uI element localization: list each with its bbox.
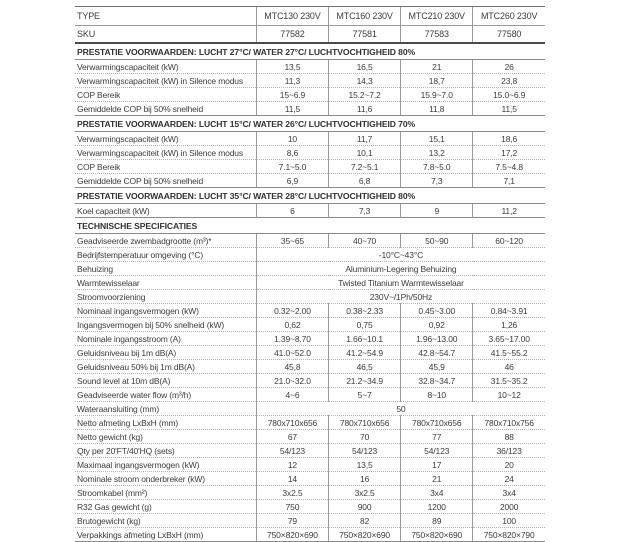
section-title: PRESTATIE VOORWAARDEN: LUCHT 15°C/ WATER 26°C/ LUCHTVOCHTIGHEID 70%: [75, 116, 545, 132]
row-label: Bedrijfstemperatuur omgeving (°C): [75, 248, 256, 262]
cell-value: 77: [401, 430, 473, 444]
cell-value: 13,5: [329, 458, 401, 472]
cell-value: 82: [329, 514, 401, 528]
table-row: [75, 304, 545, 318]
cell-value: 11,5: [473, 102, 545, 116]
cell-value: 100: [473, 514, 545, 528]
table-row: [75, 500, 545, 514]
span-value: 230V~/1Ph/50Hz: [256, 290, 545, 304]
table-row: [75, 290, 545, 304]
table-row: [75, 188, 545, 204]
cell-value: 6: [256, 204, 328, 218]
row-label: Netto afmeting LxBxH (mm): [75, 416, 256, 430]
cell-value: 10,1: [329, 146, 401, 160]
table-row: [75, 430, 545, 444]
cell-value: 3.65~17.00: [473, 332, 545, 346]
cell-value: 16: [329, 472, 401, 486]
row-label: COP Bereik: [75, 160, 256, 174]
row-label: Verwarmingscapaciteit (kW): [75, 60, 256, 74]
cell-value: 750×820×690: [401, 528, 473, 542]
cell-value: 60~120: [473, 234, 545, 248]
cell-value: 1200: [401, 500, 473, 514]
cell-value: 13,2: [401, 146, 473, 160]
cell-value: 7.5~4.8: [473, 160, 545, 174]
cell-value: 31.5~35.2: [473, 374, 545, 388]
cell-value: 5~7: [329, 388, 401, 402]
row-label: Behuizing: [75, 262, 256, 276]
cell-value: 3x4: [473, 486, 545, 500]
row-label: Stroomkabel (mm²): [75, 486, 256, 500]
cell-value: 88: [473, 430, 545, 444]
model-header: MTC160 230V: [329, 7, 401, 26]
cell-value: 1.39~8.70: [256, 332, 328, 346]
row-label: Sound level at 10m dB(A): [75, 374, 256, 388]
cell-value: 3x4: [401, 486, 473, 500]
cell-value: 780x710x756: [473, 416, 545, 430]
cell-value: 0,62: [256, 318, 328, 332]
row-label: R32 Gas gewicht (g): [75, 500, 256, 514]
cell-value: 750×820×690: [256, 528, 328, 542]
span-value: Aluminium-Legering Behuizing: [256, 262, 545, 276]
row-label: Nominale ingangsstroom (A): [75, 332, 256, 346]
cell-value: 89: [401, 514, 473, 528]
table-row: [75, 514, 545, 528]
cell-value: 9: [401, 204, 473, 218]
spec-table: [75, 6, 545, 542]
row-label: Wateraansluiting (mm): [75, 402, 256, 416]
table-row: [75, 528, 545, 542]
cell-value: 7,1: [473, 174, 545, 188]
cell-value: 750×820×690: [329, 528, 401, 542]
table-row: [75, 146, 545, 160]
cell-value: 45,8: [256, 360, 328, 374]
table-row: [75, 43, 545, 60]
row-label: Brutogewicht (kg): [75, 514, 256, 528]
cell-value: 11,2: [473, 204, 545, 218]
cell-value: 42.8~54.7: [401, 346, 473, 360]
table-row: [75, 26, 545, 44]
model-header: MTC210 230V: [401, 7, 473, 26]
sku-value: 77581: [329, 26, 401, 44]
table-row: [75, 204, 545, 218]
row-label: Koel capaciteit (kW): [75, 204, 256, 218]
cell-value: 12: [256, 458, 328, 472]
table-row: [75, 132, 545, 146]
row-label: Netto gewicht (kg): [75, 430, 256, 444]
type-header-label: TYPE: [75, 7, 256, 26]
cell-value: 4~6: [256, 388, 328, 402]
cell-value: 3x2.5: [256, 486, 328, 500]
row-label: Verpakkings afmeting LxBxH (mm): [75, 528, 256, 542]
cell-value: 41.0~52.0: [256, 346, 328, 360]
cell-value: 0.45~3.00: [401, 304, 473, 318]
cell-value: 21: [401, 472, 473, 486]
table-row: [75, 60, 545, 74]
cell-value: 750×820×790: [473, 528, 545, 542]
row-label: Warmtewisselaar: [75, 276, 256, 290]
row-label: Gemiddelde COP bij 50% snelheid: [75, 174, 256, 188]
table-row: [75, 318, 545, 332]
table-row: [75, 74, 545, 88]
table-row: [75, 416, 545, 430]
row-label: Gemiddelde COP bij 50% snelheid: [75, 102, 256, 116]
cell-value: 41.5~55.2: [473, 346, 545, 360]
cell-value: 1,26: [473, 318, 545, 332]
span-value: Twisted Titanium Warmtewisselaar: [256, 276, 545, 290]
table-row: [75, 248, 545, 262]
cell-value: 24: [473, 472, 545, 486]
row-label: Stroomvoorziening: [75, 290, 256, 304]
table-row: [75, 88, 545, 102]
cell-value: 0.32~2.00: [256, 304, 328, 318]
cell-value: 45,9: [401, 360, 473, 374]
table-row: [75, 218, 545, 234]
cell-value: 11,6: [329, 102, 401, 116]
cell-value: 1.66~10.1: [329, 332, 401, 346]
cell-value: 21.2~34.9: [329, 374, 401, 388]
cell-value: 79: [256, 514, 328, 528]
row-label: Geluidsniveau 50% bij 1m dB(A): [75, 360, 256, 374]
model-header: MTC260 230V: [473, 7, 545, 26]
cell-value: 11,8: [401, 102, 473, 116]
table-row: [75, 360, 545, 374]
table-row: [75, 160, 545, 174]
cell-value: 0,92: [401, 318, 473, 332]
cell-value: 8,6: [256, 146, 328, 160]
cell-value: 900: [329, 500, 401, 514]
sku-label: SKU: [75, 26, 256, 44]
cell-value: 14,3: [329, 74, 401, 88]
cell-value: 50~90: [401, 234, 473, 248]
cell-value: 0.38~2.33: [329, 304, 401, 318]
table-row: [75, 472, 545, 486]
cell-value: 7,3: [329, 204, 401, 218]
row-label: Verwarmingscapaciteit (kW) in Silence modus: [75, 74, 256, 88]
row-label: Ingangsvermogen bij 50% snelheid (kW): [75, 318, 256, 332]
sku-value: 77582: [256, 26, 328, 44]
row-label: Geadviseerde water flow (m³/h): [75, 388, 256, 402]
cell-value: 54/123: [401, 444, 473, 458]
cell-value: 750: [256, 500, 328, 514]
cell-value: 13,5: [256, 60, 328, 74]
cell-value: 7.8~5.0: [401, 160, 473, 174]
cell-value: 1.96~13.00: [401, 332, 473, 346]
cell-value: 16,5: [329, 60, 401, 74]
section-title: PRESTATIE VOORWAARDEN: LUCHT 27°C/ WATER 27°C/ LUCHTVOCHTIGHEID 80%: [75, 43, 545, 60]
cell-value: 15.2~7.2: [329, 88, 401, 102]
cell-value: 40~70: [329, 234, 401, 248]
table-row: [75, 276, 545, 290]
table-row: [75, 102, 545, 116]
row-label: Geadviseerde zwembadgrootte (m³)*: [75, 234, 256, 248]
cell-value: 20: [473, 458, 545, 472]
cell-value: 15~6.9: [256, 88, 328, 102]
row-label: Nominaal ingangsvermogen (kW): [75, 304, 256, 318]
cell-value: 2000: [473, 500, 545, 514]
cell-value: 0,75: [329, 318, 401, 332]
cell-value: 6,9: [256, 174, 328, 188]
cell-value: 21.0~32.0: [256, 374, 328, 388]
cell-value: 14: [256, 472, 328, 486]
cell-value: 15,1: [401, 132, 473, 146]
cell-value: 15.0~6.9: [473, 88, 545, 102]
cell-value: 780x710x656: [401, 416, 473, 430]
cell-value: 17,2: [473, 146, 545, 160]
section-title: PRESTATIE VOORWAARDEN: LUCHT 35°C/ WATER 28°C/ LUCHTVOCHTIGHEID 80%: [75, 188, 545, 204]
sku-value: 77583: [401, 26, 473, 44]
cell-value: 41.2~54.9: [329, 346, 401, 360]
cell-value: 23,8: [473, 74, 545, 88]
table-row: [75, 388, 545, 402]
cell-value: 21: [401, 60, 473, 74]
cell-value: 26: [473, 60, 545, 74]
cell-value: 35~65: [256, 234, 328, 248]
table-row: [75, 458, 545, 472]
table-row: [75, 444, 545, 458]
span-value: -10°C~43°C: [256, 248, 545, 262]
cell-value: 36/123: [473, 444, 545, 458]
cell-value: 6,8: [329, 174, 401, 188]
table-row: [75, 174, 545, 188]
cell-value: 18,7: [401, 74, 473, 88]
section-title: TECHNISCHE SPECIFICATIES: [75, 218, 545, 234]
cell-value: 67: [256, 430, 328, 444]
cell-value: 0.84~3.91: [473, 304, 545, 318]
cell-value: 7,3: [401, 174, 473, 188]
cell-value: 3x2.5: [329, 486, 401, 500]
row-label: Geluidsniveau bij 1m dB(A): [75, 346, 256, 360]
cell-value: 11,3: [256, 74, 328, 88]
model-header: MTC130 230V: [256, 7, 328, 26]
cell-value: 780x710x656: [256, 416, 328, 430]
cell-value: 8~10: [401, 388, 473, 402]
table-row: [75, 402, 545, 416]
row-label: Verwarmingscapaciteit (kW) in Silence modus: [75, 146, 256, 160]
row-label: Verwarmingscapaciteit (kW): [75, 132, 256, 146]
cell-value: 11,7: [329, 132, 401, 146]
cell-value: 11,5: [256, 102, 328, 116]
row-label: Maximaal ingangsvermogen (kW): [75, 458, 256, 472]
cell-value: 32.8~34.7: [401, 374, 473, 388]
table-row: [75, 7, 545, 26]
table-row: [75, 374, 545, 388]
cell-value: 780x710x656: [329, 416, 401, 430]
row-label: Qty per 20'FT/40'HQ (sets): [75, 444, 256, 458]
cell-value: 70: [329, 430, 401, 444]
cell-value: 17: [401, 458, 473, 472]
table-row: [75, 116, 545, 132]
cell-value: 46: [473, 360, 545, 374]
cell-value: 15.9~7.0: [401, 88, 473, 102]
table-row: [75, 332, 545, 346]
cell-value: 46,5: [329, 360, 401, 374]
table-row: [75, 234, 545, 248]
cell-value: 10~12: [473, 388, 545, 402]
cell-value: 54/123: [329, 444, 401, 458]
row-label: COP Bereik: [75, 88, 256, 102]
table-row: [75, 486, 545, 500]
table-row: [75, 262, 545, 276]
table-row: [75, 346, 545, 360]
cell-value: 7.2~5.1: [329, 160, 401, 174]
cell-value: 18,6: [473, 132, 545, 146]
span-value: 50: [256, 402, 545, 416]
sku-value: 77580: [473, 26, 545, 44]
cell-value: 54/123: [256, 444, 328, 458]
cell-value: 7.1~5.0: [256, 160, 328, 174]
row-label: Nominale stroom onderbreker (kW): [75, 472, 256, 486]
cell-value: 10: [256, 132, 328, 146]
